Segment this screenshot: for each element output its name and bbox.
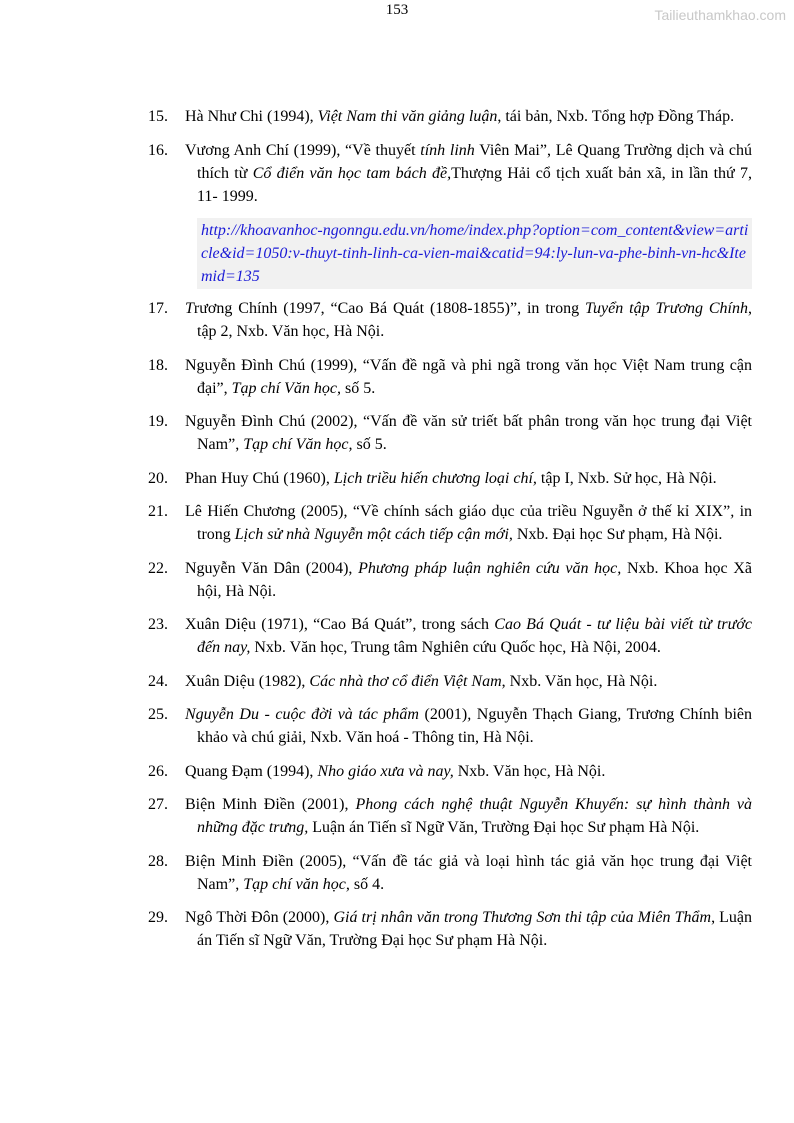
reference-number: 15. <box>148 108 168 125</box>
reference-italic-text: Tạp chí Văn học, <box>243 436 353 453</box>
reference-plain-text: , tái bản, Nxb. Tổng hợp Đồng Tháp. <box>497 108 735 125</box>
reference-plain-text: Xuân Diệu (1982), <box>185 672 310 690</box>
reference-text <box>185 850 752 896</box>
reference-italic-text: Nho giáo xưa và nay, <box>317 762 454 780</box>
reference-plain-text: Vương Anh Chí (1999), “Về thuyết <box>185 141 421 159</box>
reference-plain-text: Lê Hiến Chương (2005), “Về chính sách giáo dục của triều Nguyễn ở thế kỉ XIX” <box>185 503 731 520</box>
reference-number: 25. <box>148 706 168 723</box>
watermark: Tailieuthamkhao.com <box>654 7 786 23</box>
reference-plain-text: Hà Như Chi (1994), <box>185 108 318 125</box>
reference-item <box>148 105 752 128</box>
reference-number: 21. <box>148 503 168 520</box>
reference-plain-text: , Luận án Tiến sĩ Ngữ Văn, Trường Đại học Sư phạm Hà Nội. <box>197 909 753 949</box>
reference-plain-text: Nxb. Đại học Sư phạm, Hà Nội. <box>512 526 723 543</box>
reference-italic-text: Việt Nam thi văn giảng luận <box>317 108 498 125</box>
reference-plain-text: số 5. <box>340 379 376 397</box>
reference-italic-text: Lịch triều hiến chương loại chí, <box>333 469 537 487</box>
reference-italic-text: Cổ điển văn học tam bách đề, <box>252 164 452 182</box>
reference-plain-text: số 4. <box>349 875 385 893</box>
reference-italic-text: Các nhà thơ cổ điển Việt Nam <box>309 672 502 690</box>
reference-plain-text: Nxb. Văn học, Trung tâm Nghiên cứu Quốc học, Hà Nội, 2004. <box>250 639 661 656</box>
reference-italic-text: Tuyển tập Trương Chính <box>585 300 748 317</box>
reference-item <box>148 467 752 490</box>
reference-plain-text: Nguyễn Thạch Giang, Trương Chính biên khảo và chú giải, Nxb. Văn hoá - Thông tin, Hà Nội. <box>197 706 753 746</box>
reference-plain-text: Nguyễn Đình Chú (2002), “Vấn đề văn sử triết bất phân trong văn học trung đại Việt Nam”, <box>185 413 752 453</box>
reference-number: 19. <box>148 413 168 430</box>
reference-number: 22. <box>148 559 168 577</box>
reference-plain-text: rương Chính (1997, “Cao Bá Quát (1808-1855)”, in trong <box>193 300 585 317</box>
reference-list <box>148 105 752 963</box>
reference-number: 29. <box>148 909 168 926</box>
reference-plain-text: , tập 2, Nxb. Văn học, Hà Nội. <box>197 300 752 340</box>
reference-number: 27. <box>148 796 168 813</box>
reference-italic-text: Nguyễn Du - cuộc đời và tác phẩm <box>185 706 419 723</box>
reference-plain-text: , Nxb. Văn học, Hà Nội. <box>501 672 658 690</box>
reference-italic-text: , <box>467 706 472 723</box>
reference-plain-text: Quang Đạm (1994), <box>185 762 318 780</box>
reference-item <box>148 297 752 343</box>
reference-plain-text: Biện Minh Điền (2001), <box>185 796 356 813</box>
reference-text <box>185 410 752 456</box>
reference-italic-text: T <box>185 300 194 317</box>
reference-text <box>185 793 752 839</box>
reference-text <box>185 354 752 400</box>
reference-plain-text: (2001) <box>419 706 468 723</box>
reference-plain-text: Nxb. Văn học, Hà Nội. <box>453 762 606 780</box>
reference-plain-text: Nxb. Khoa học Xã hội, Hà Nội. <box>197 559 752 600</box>
reference-text <box>185 500 753 546</box>
reference-number: 16. <box>148 141 168 159</box>
reference-text <box>185 670 752 693</box>
reference-italic-text: Giá trị nhân văn trong Thương Sơn thi tập của Miên Thẩm <box>333 909 712 926</box>
reference-italic-text: Tạp chí văn học, <box>243 875 350 893</box>
reference-item <box>148 354 752 400</box>
reference-item <box>148 410 752 456</box>
reference-item <box>148 703 752 749</box>
reference-italic-text: , <box>730 503 740 520</box>
reference-number: 23. <box>148 616 168 633</box>
reference-plain-text: Biện Minh Điền (2005), “Vấn đề tác giả và loại hình tác giả văn học trung đại Việt Nam”, <box>185 852 752 893</box>
reference-plain-text: Thượng Hải cổ tịch xuất bản xã, in lần thứ 7, 11- 1999. <box>197 164 752 205</box>
reference-plain-text: tập I, Nxb. Sử học, Hà Nội. <box>536 469 717 487</box>
reference-italic-text: Phương pháp luận nghiên cứu văn học, <box>358 559 622 577</box>
reference-text <box>185 467 752 490</box>
reference-item <box>148 850 752 896</box>
page-number: 153 <box>385 2 409 18</box>
reference-number: 26. <box>148 762 168 780</box>
reference-item <box>148 670 752 693</box>
reference-plain-text: in trong <box>197 503 753 543</box>
reference-number: 17. <box>148 300 168 317</box>
reference-plain-text: Phan Huy Chú (1960), <box>185 469 334 487</box>
reference-item <box>148 906 752 952</box>
reference-italic-text: Lịch sử nhà Nguyễn một cách tiếp cận mới, <box>234 526 513 543</box>
reference-text <box>185 703 753 749</box>
reference-text <box>185 139 753 208</box>
reference-italic-text: tính linh <box>420 141 475 159</box>
reference-plain-text: Viên Mai”, Lê Quang Trường dịch và chú thích từ <box>197 141 753 182</box>
reference-plain-text: số 5. <box>352 436 387 453</box>
reference-italic-text: Phong cách nghệ thuật Nguyễn Khuyến: sự hình thành và những đặc trưng, <box>197 796 752 836</box>
reference-plain-text: Xuân Diệu (1971), “Cao Bá Quát”, trong sách <box>185 616 495 633</box>
reference-item <box>148 557 752 603</box>
reference-text <box>185 613 753 659</box>
reference-item <box>148 760 752 783</box>
reference-plain-text: Nguyễn Văn Dân (2004), <box>185 559 359 577</box>
reference-italic-text: Cao Bá Quát - tư liệu bài viết từ trước đến nay, <box>197 616 753 656</box>
reference-text <box>185 906 753 952</box>
reference-number: 18. <box>148 356 168 374</box>
reference-url-link[interactable]: http://khoavanhoc-ngonngu.edu.vn/home/index.php?option=com_content&view=article&id=1050:v-thuyt-tinh-linh-ca-vien-mai&catid=94:ly-lun-va-phe-binh-vn-hc&Itemid=135 <box>197 218 752 289</box>
reference-number: 24. <box>148 672 168 690</box>
reference-text <box>185 557 752 603</box>
reference-text <box>185 297 752 343</box>
reference-number: 28. <box>148 852 168 870</box>
reference-text <box>185 760 752 783</box>
reference-italic-text: Tạp chí Văn học, <box>231 379 341 397</box>
reference-item <box>148 500 752 546</box>
reference-plain-text: Luận án Tiến sĩ Ngữ Văn, Trường Đại học Sư phạm Hà Nội. <box>308 819 700 836</box>
reference-item <box>148 139 752 208</box>
reference-text <box>185 105 752 128</box>
reference-number: 20. <box>148 469 168 487</box>
reference-plain-text: Ngô Thời Đôn (2000), <box>185 909 334 926</box>
reference-item <box>148 793 752 839</box>
reference-item <box>148 613 752 659</box>
reference-plain-text: Nguyễn Đình Chú (1999), “Vấn đề ngã và phi ngã trong văn học Việt Nam trung cận đại”, <box>185 356 752 397</box>
